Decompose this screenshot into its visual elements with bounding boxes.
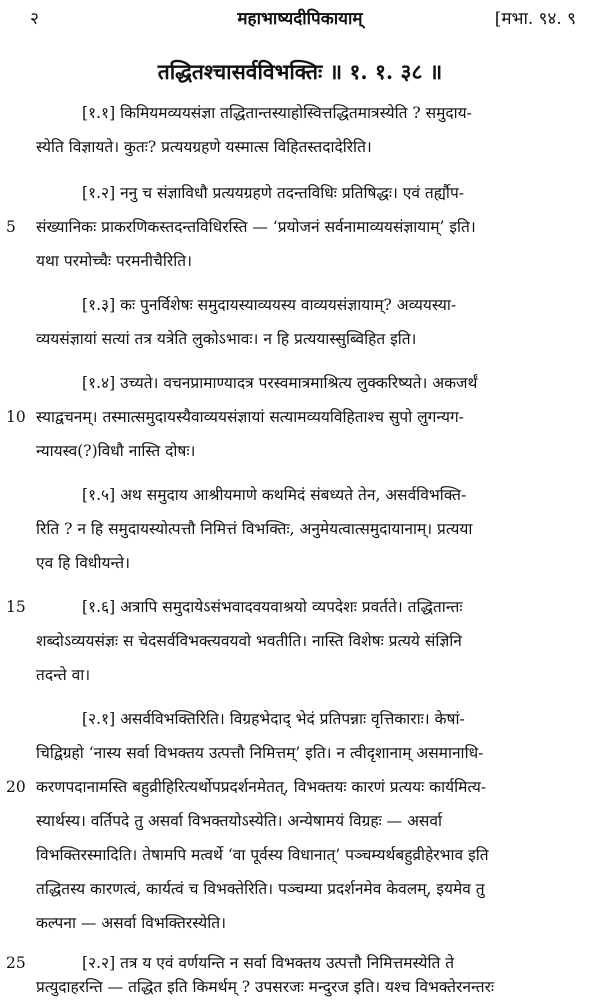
line-text: कल्पना — असर्वा विभक्तिरस्येति। (36, 914, 226, 932)
line-text: न्यायस्व(?)विधौ नास्ति दोषः। (36, 442, 196, 460)
line-text: [१.३] कः पुनर्विशेषः समुदायस्याव्ययस्य वाव्ययसंज्ञायाम्? अव्ययस्या- (82, 296, 457, 314)
line-text: [१.४] उच्यते। वचनप्रामाण्यादत्र परस्वमात्रमाश्रित्य लुक्करिष्यते। अकजर्थं (82, 374, 478, 392)
line-text: शब्दोऽव्ययसंज्ञः स चेदसर्वविभक्त्यवयवो भवतीति। नास्ति विशेषः प्रत्यये संज्ञिनि (36, 632, 462, 650)
line-text: करणपदानामस्ति बहुव्रीहिरित्यर्थोपप्रदर्शनमेतत्, विभक्तयः कारणं प्रत्ययः कार्यमित्य- (36, 778, 487, 796)
text-line (0, 736, 600, 770)
line-number: 10 (6, 408, 26, 426)
line-number: 25 (6, 954, 26, 972)
text-line (0, 702, 600, 736)
line-text: तदन्ते वा। (36, 666, 91, 684)
line-number: 5 (6, 218, 16, 236)
text-line (0, 322, 600, 356)
line-text: एव हि विधीयन्ते। (36, 554, 130, 572)
text-line (0, 478, 600, 512)
text-line (0, 130, 600, 164)
text-line (0, 972, 600, 1002)
line-text: स्यार्थस्य। वर्तिपदे तु असर्वा विभक्तयोऽस्येति। अन्येषामयं विग्रहः — असर्वा (36, 812, 443, 830)
line-text: [१.१] किमियमव्ययसंज्ञा तद्धितान्तस्याहोस्वित्तद्धितमात्रस्येति ? समुदाय- (82, 104, 472, 122)
line-text: [१.६] अत्रापि समुदायेऽसंभवादवयवाश्रयो व्यपदेशः प्रवर्तते। तद्धितान्तः (82, 598, 463, 616)
line-text: रिति ? न हि समुदायस्योत्पत्तौ निमित्तं विभक्तिः, अनुमेयत्वात्समुदायानाम्। प्रत्यया (36, 520, 473, 538)
text-line (0, 366, 600, 400)
sutra-title: तद्धितश्चासर्वविभक्तिः ॥ १. १. ३८ ॥ (157, 59, 443, 84)
text-line (0, 96, 600, 130)
line-number: 15 (6, 598, 26, 616)
page-header (0, 4, 600, 34)
text-line (0, 288, 600, 322)
line-text: प्रत्युदाहरन्ति — तद्धित इति किमर्थम् ? उपसरजः मन्दुरज इति। यश्च विभक्तेरनन्तरः (36, 978, 495, 996)
line-text: चिद्विग्रहो ‘नास्य सर्वा विभक्तय उत्पत्तौ निमित्तम्’ इति। न त्वीदृशानाम् असमानाधि- (36, 744, 484, 762)
text-line (0, 872, 600, 906)
line-text: तद्धितस्य कारणत्वं, कार्यत्वं च विभक्तेरिति। पञ्चम्या प्रदर्शनमेव केवलम्, इयमेव तु (36, 880, 485, 898)
line-text: संख्यानिकः प्राकरणिकस्तदन्तविधिरस्ति — ‘प्रयोजनं सर्वनामाव्ययसंज्ञायाम्’ इति। (36, 218, 476, 236)
line-text: [२.१] असर्वविभक्तिरिति। विग्रहभेदाद् भेदं प्रतिपन्नाः वृत्तिकाराः। केषां- (82, 710, 465, 728)
line-text: [१.५] अथ समुदाय आश्रीयमाणे कथमिदं संबध्यते तेन, असर्वविभक्ति- (82, 486, 467, 504)
text-line (0, 400, 600, 434)
line-text: यथा परमोच्चैः परमनीचैरिति। (36, 252, 192, 270)
text-line (0, 804, 600, 838)
text-line (0, 590, 600, 624)
text-line (0, 658, 600, 692)
text-line (0, 244, 600, 278)
line-text: व्ययसंज्ञायां सत्यां तत्र यत्रेति लुकोऽभावः। न हि प्रत्ययास्सुब्विहित इति। (36, 330, 417, 348)
line-text: [१.२] ननु च संज्ञाविधौ प्रत्ययग्रहणे तदन्तविधिः प्रतिषिद्धः। एवं तर्ह्यौप- (82, 184, 464, 202)
page-number: २ (30, 9, 39, 29)
text-line (0, 176, 600, 210)
text-line (0, 546, 600, 580)
text-line (0, 838, 600, 872)
text-line (0, 624, 600, 658)
page-reference: [मभा. ९४. ९ (494, 9, 576, 29)
line-text: स्येति विज्ञायते। कुतः? प्रत्ययग्रहणे यस्मात्स विहितस्तदादेरिति। (36, 138, 372, 156)
text-line (0, 512, 600, 546)
running-title: महाभाष्यदीपिकायाम् (237, 9, 363, 29)
line-text: स्याद्वचनम्। तस्मात्समुदायस्यैवाव्ययसंज्ञायां सत्यामव्ययविहिताश्च सुपो लुगन्यग- (36, 408, 464, 426)
line-text: विभक्तिरस्मादिति। तेषामपि मत्वर्थे ‘वा पूर्वस्य विधानात्’ पञ्चम्यर्थबहुव्रीहेरभाव इति (36, 846, 489, 864)
line-number: 20 (6, 778, 26, 796)
line-text: [२.२] तत्र य एवं वर्णयन्ति न सर्वा विभक्तय उत्पत्तौ निमित्तमस्येति ते (82, 954, 455, 972)
text-line (0, 210, 600, 244)
text-line (0, 770, 600, 804)
text-line (0, 434, 600, 468)
text-line (0, 906, 600, 940)
